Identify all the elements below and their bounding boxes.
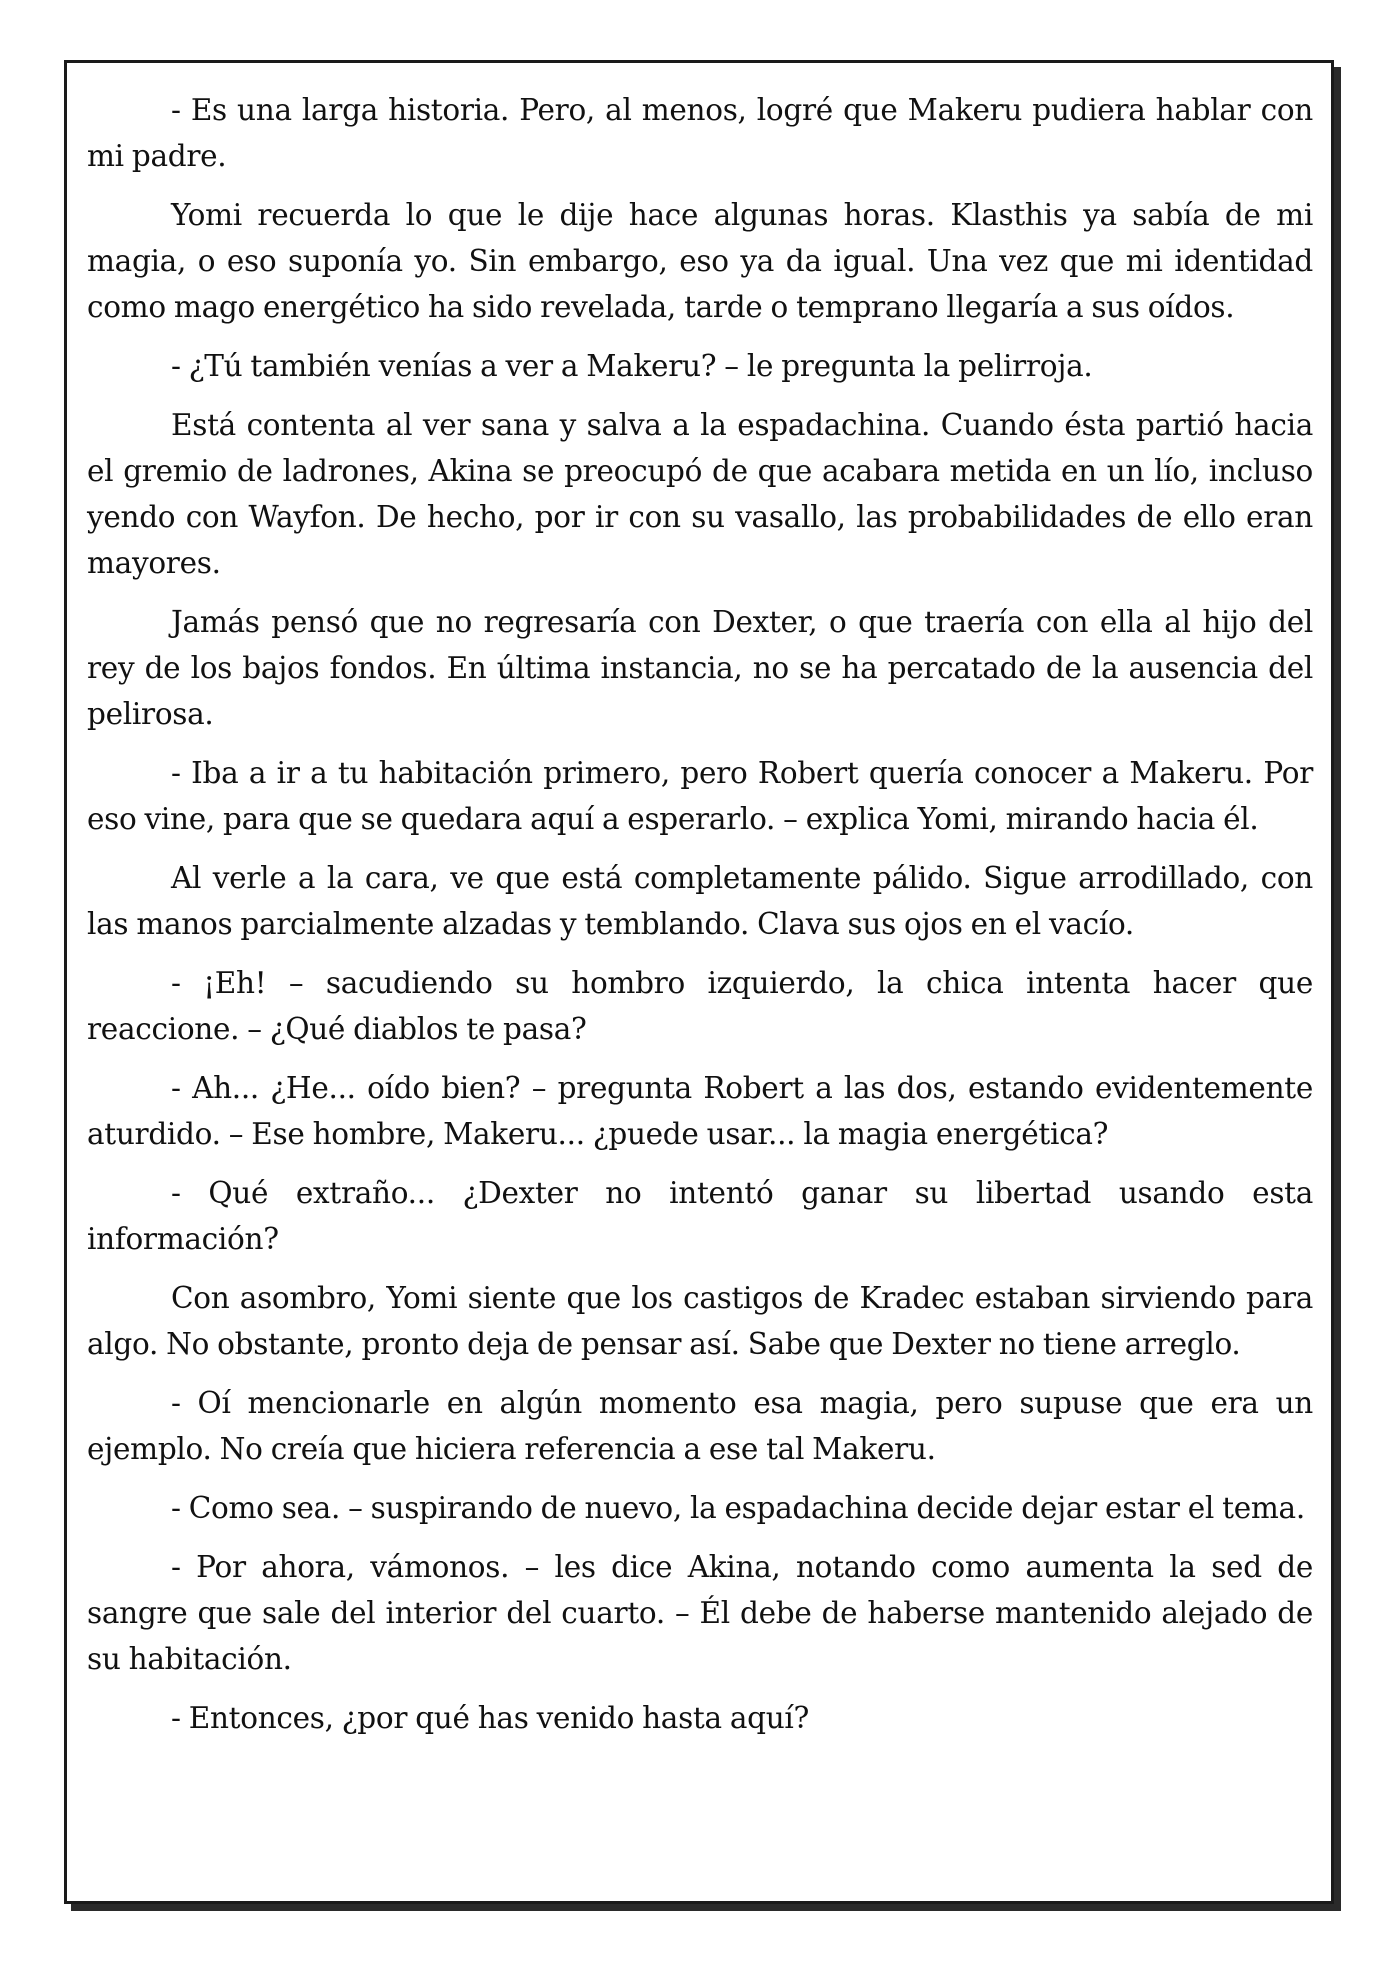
document-body [87,87,1313,1754]
page-frame [64,60,1334,1904]
paragraph-1: - Es una larga historia. Pero, al menos, logré que Makeru pudiera hablar con mi padre. [87,93,1313,173]
paragraph-5: Jamás pensó que no regresaría con Dexter, o que traería con ella al hijo del rey de los bajos fondos. En última instancia, no se ha percatado de la ausencia del pelirosa. [87,605,1313,731]
paragraph-10: - Qué extraño... ¿Dexter no intentó ganar su libertad usando esta información? [87,1176,1313,1256]
paragraph-14: - Por ahora, vámonos. – les dice Akina, notando como aumenta la sed de sangre que sale del interior del cuarto. – Él debe de haberse mantenido alejado de su habitación. [87,1550,1313,1676]
paragraph-15: - Entonces, ¿por qué has venido hasta aquí? [171,1701,810,1735]
paragraph-6: - Iba a ir a tu habitación primero, pero Robert quería conocer a Makeru. Por eso vine, para que se quedara aquí a esperarlo. – explica Yomi, mirando hacia él. [87,756,1313,836]
paragraph-7: Al verle a la cara, ve que está completamente pálido. Sigue arrodillado, con las manos parcialmente alzadas y temblando. Clava sus ojos en el vacío. [87,861,1313,941]
paragraph-2: Yomi recuerda lo que le dije hace algunas horas. Klasthis ya sabía de mi magia, o eso suponía yo. Sin embargo, eso ya da igual. Una vez que mi identidad como mago energético ha sido revelada, tarde o temprano llegaría a sus oídos. [87,198,1313,324]
paragraph-4: Está contenta al ver sana y salva a la espadachina. Cuando ésta partió hacia el gremio de ladrones, Akina se preocupó de que acabara metida en un lío, incluso yendo con Wayfon. De hecho, por ir con su vasallo, las probabilidades de ello eran mayores. [87,408,1313,580]
paragraph-11: Con asombro, Yomi siente que los castigos de Kradec estaban sirviendo para algo. No obstante, pronto deja de pensar así. Sabe que Dexter no tiene arreglo. [87,1281,1313,1361]
paragraph-3: - ¿Tú también venías a ver a Makeru? – le pregunta la pelirroja. [171,349,1093,383]
paragraph-12: - Oí mencionarle en algún momento esa magia, pero supuse que era un ejemplo. No creía que hiciera referencia a ese tal Makeru. [87,1386,1313,1466]
paragraph-9: - Ah... ¿He... oído bien? – pregunta Robert a las dos, estando evidentemente aturdido. – Ese hombre, Makeru... ¿puede usar... la magia energética? [87,1071,1313,1151]
paragraph-8: - ¡Eh! – sacudiendo su hombro izquierdo, la chica intenta hacer que reaccione. – ¿Qué diablos te pasa? [87,966,1313,1046]
paragraph-13: - Como sea. – suspirando de nuevo, la espadachina decide dejar estar el tema. [171,1491,1305,1525]
